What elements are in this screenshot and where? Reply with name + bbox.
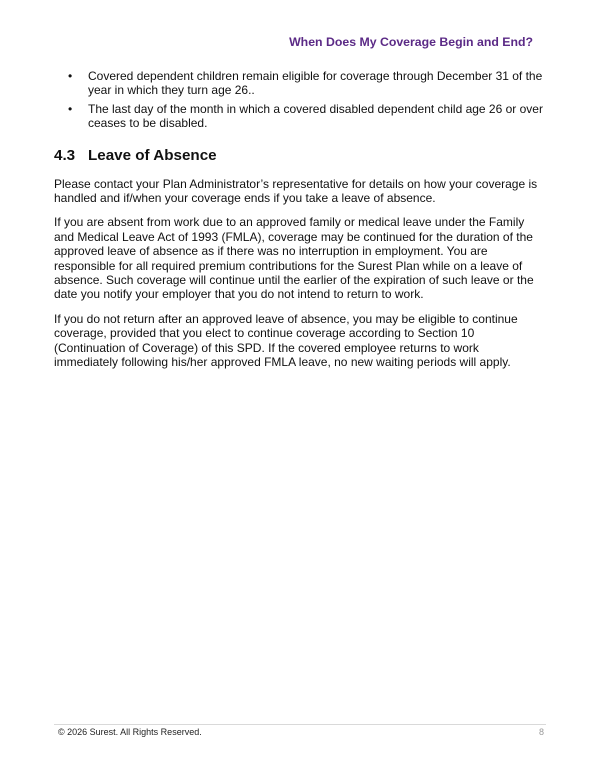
body-paragraph: If you do not return after an approved leave of absence, you may be eligible to continue coverage, provided that you elect to continue coverage according to Section 10 (Continuation of Coverage) of this SPD. If the covered employee returns to work immediately following his/her approved FMLA leave, no new waiting periods will apply. <box>54 311 518 370</box>
footer-divider <box>54 724 546 725</box>
body-paragraph: If you are absent from work due to an approved family or medical leave under the Family and Medical Leave Act of 1993 (FMLA), coverage may be continued for the duration of the approved leave of absence as if there was no interruption in employment. You are responsible for all required premium contributions for the Surest Plan while on a leave of absence. Such coverage will continue until the earlier of the expiration of such leave or the date you notify your employer that you do not intend to return to work. <box>54 215 534 302</box>
list-item <box>54 69 546 98</box>
bullet-text: The last day of the month in which a covered disabled dependent child age 26 or over ceases to be disabled. <box>88 101 543 131</box>
running-header-title: When Does My Coverage Begin and End? <box>289 35 533 49</box>
bullet-list <box>54 69 546 131</box>
page-number: 8 <box>538 727 544 737</box>
bullet-icon: • <box>68 101 73 116</box>
section-title: Leave of Absence <box>88 146 217 164</box>
footer-copyright: © 2026 Surest. All Rights Reserved. <box>58 727 202 737</box>
bullet-text: Covered dependent children remain eligible for coverage through December 31 of the year in which they turn age 26.. <box>88 69 543 98</box>
body-paragraph: Please contact your Plan Administrator’s representative for details on how your coverage is handled and if/when your coverage ends if you take a leave of absence. <box>54 176 538 206</box>
section-heading <box>54 147 546 165</box>
list-item <box>54 102 546 131</box>
section-number: 4.3 <box>54 146 76 164</box>
bullet-icon: • <box>68 69 73 83</box>
page-content <box>54 69 546 370</box>
